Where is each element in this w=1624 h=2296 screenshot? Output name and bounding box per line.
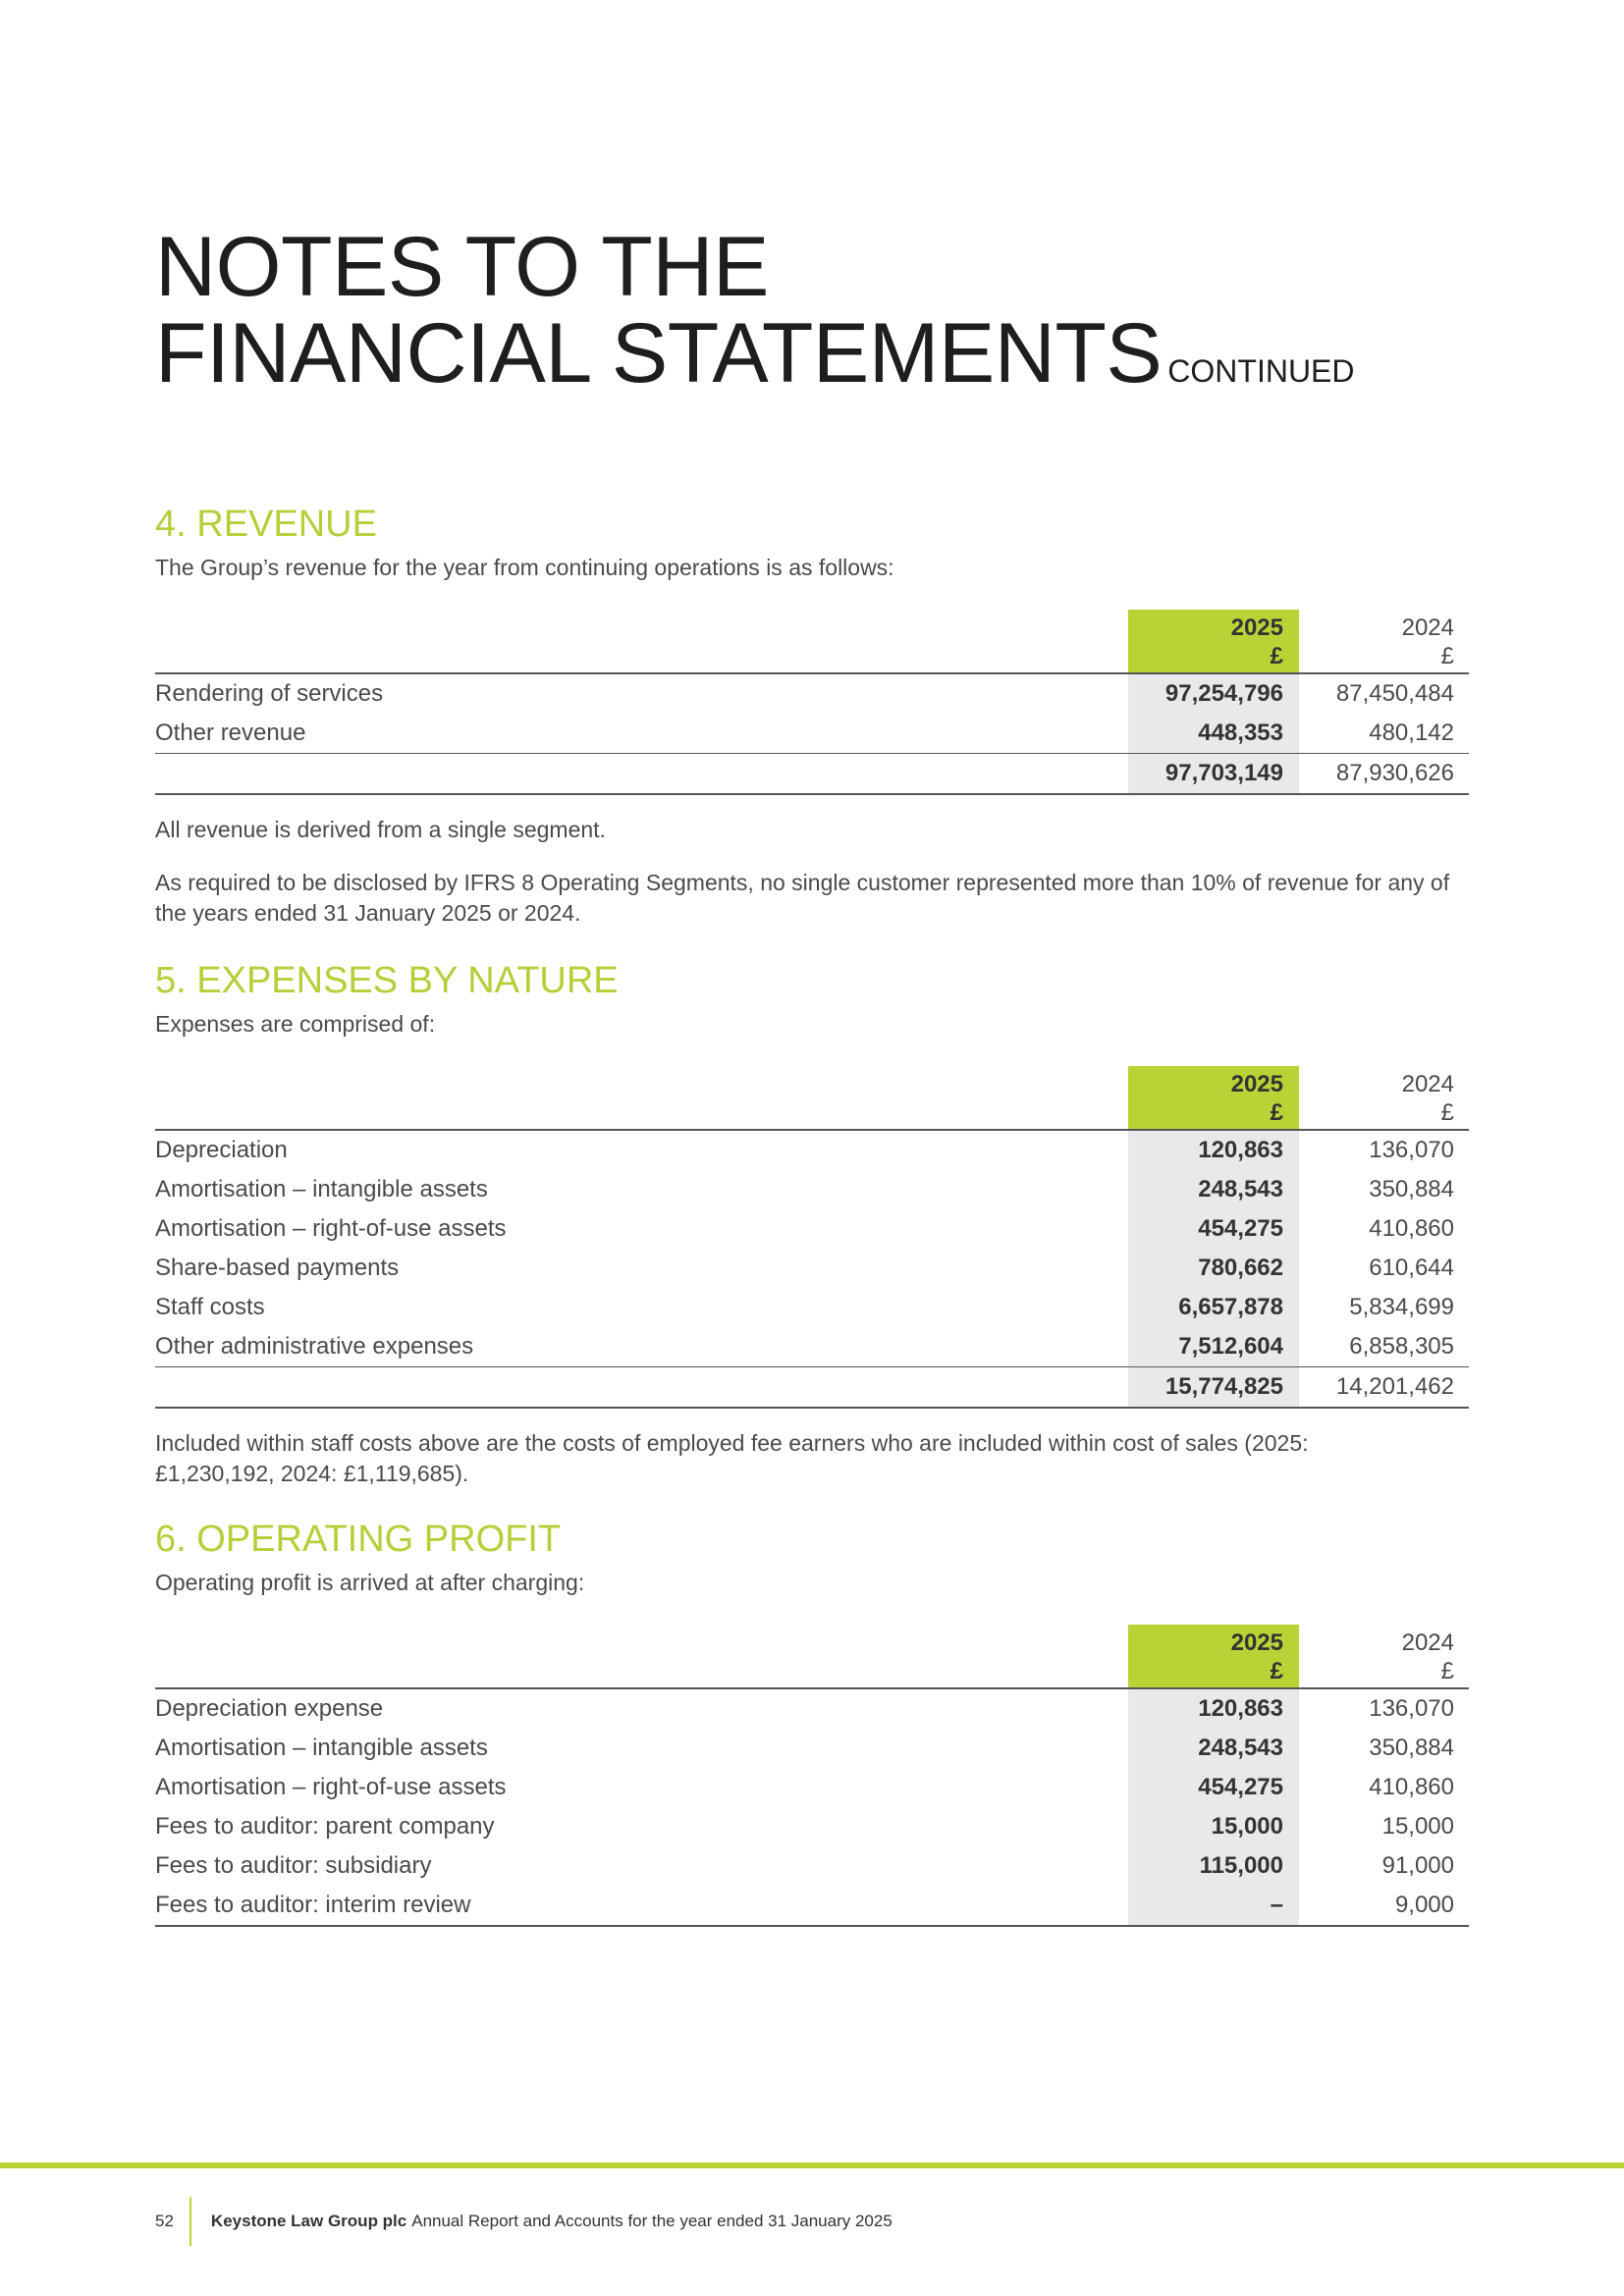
col-2025-header: 2025 £ [1128, 1625, 1299, 1688]
expenses-note: Included within staff costs above are the costs of employed fee earners who are included within cost of sales (2025: £1,230,192, 2024: £1,119,685). [155, 1430, 1309, 1486]
expenses-heading: 5. EXPENSES BY NATURE [155, 960, 619, 1001]
table-row: Fees to auditor: interim review – 9,000 [155, 1886, 1469, 1926]
footer-report-title: Annual Report and Accounts for the year ended 31 January 2025 [411, 2212, 893, 2230]
col-2024-header: 2024 £ [1299, 610, 1469, 673]
page-title [155, 220, 1355, 414]
revenue-heading: 4. REVENUE [155, 504, 377, 545]
table-row: Depreciation expense 120,863 136,070 [155, 1688, 1469, 1729]
table-row: Amortisation – intangible assets 248,543 350,884 [155, 1729, 1469, 1768]
operating-table [155, 1625, 1469, 1927]
revenue-note-2: As required to be disclosed by IFRS 8 Operating Segments, no single customer represented more than 10% of revenue for any of the years ended 31 January 2025 or 2024. [155, 870, 1450, 926]
page-number: 52 [155, 2212, 174, 2230]
table-row: Other administrative expenses 7,512,604 6,858,305 [155, 1327, 1469, 1367]
table-row: Amortisation – right-of-use assets 454,275 410,860 [155, 1209, 1469, 1249]
title-line-1: NOTES TO THE [155, 220, 769, 314]
table-total-row: 15,774,825 14,201,462 [155, 1367, 1469, 1409]
expenses-table [155, 1066, 1469, 1409]
title-continued: CONTINUED [1167, 353, 1355, 389]
col-2024-header: 2024 £ [1299, 1066, 1469, 1130]
footer-company: Keystone Law Group plc [210, 2212, 407, 2230]
page-footer [155, 2197, 893, 2246]
table-header-row [155, 610, 1469, 673]
table-row: Staff costs 6,657,878 5,834,699 [155, 1288, 1469, 1327]
footer-accent-bar [0, 2163, 1624, 2168]
revenue-table [155, 610, 1469, 795]
table-row: Amortisation – right-of-use assets 454,275 410,860 [155, 1768, 1469, 1807]
col-2024-header: 2024 £ [1299, 1625, 1469, 1688]
expenses-intro: Expenses are comprised of: [155, 1011, 436, 1037]
col-2025-header: 2025 £ [1128, 1066, 1299, 1130]
table-row: Fees to auditor: subsidiary 115,000 91,000 [155, 1846, 1469, 1886]
table-row: Other revenue 448,353 480,142 [155, 714, 1469, 754]
table-row: Depreciation 120,863 136,070 [155, 1130, 1469, 1170]
table-row: Amortisation – intangible assets 248,543 350,884 [155, 1170, 1469, 1209]
revenue-section [155, 503, 1469, 929]
title-line-2: FINANCIAL STATEMENTS [155, 306, 1163, 400]
table-row: Rendering of services 97,254,796 87,450,484 [155, 673, 1469, 714]
revenue-intro: The Group’s revenue for the year from continuing operations is as follows: [155, 555, 894, 580]
table-header-row [155, 1625, 1469, 1688]
operating-heading: 6. OPERATING PROFIT [155, 1519, 562, 1560]
operating-intro: Operating profit is arrived at after charging: [155, 1570, 585, 1595]
table-row: Share-based payments 780,662 610,644 [155, 1249, 1469, 1288]
operating-section [155, 1518, 1469, 1927]
table-header-row [155, 1066, 1469, 1130]
revenue-note-1: All revenue is derived from a single segment. [155, 817, 606, 842]
expenses-section [155, 959, 1469, 1489]
col-2025-header: 2025 £ [1128, 610, 1299, 673]
table-row: Fees to auditor: parent company 15,000 15,000 [155, 1807, 1469, 1846]
footer-divider [189, 2197, 191, 2246]
table-total-row: 97,703,149 87,930,626 [155, 754, 1469, 795]
